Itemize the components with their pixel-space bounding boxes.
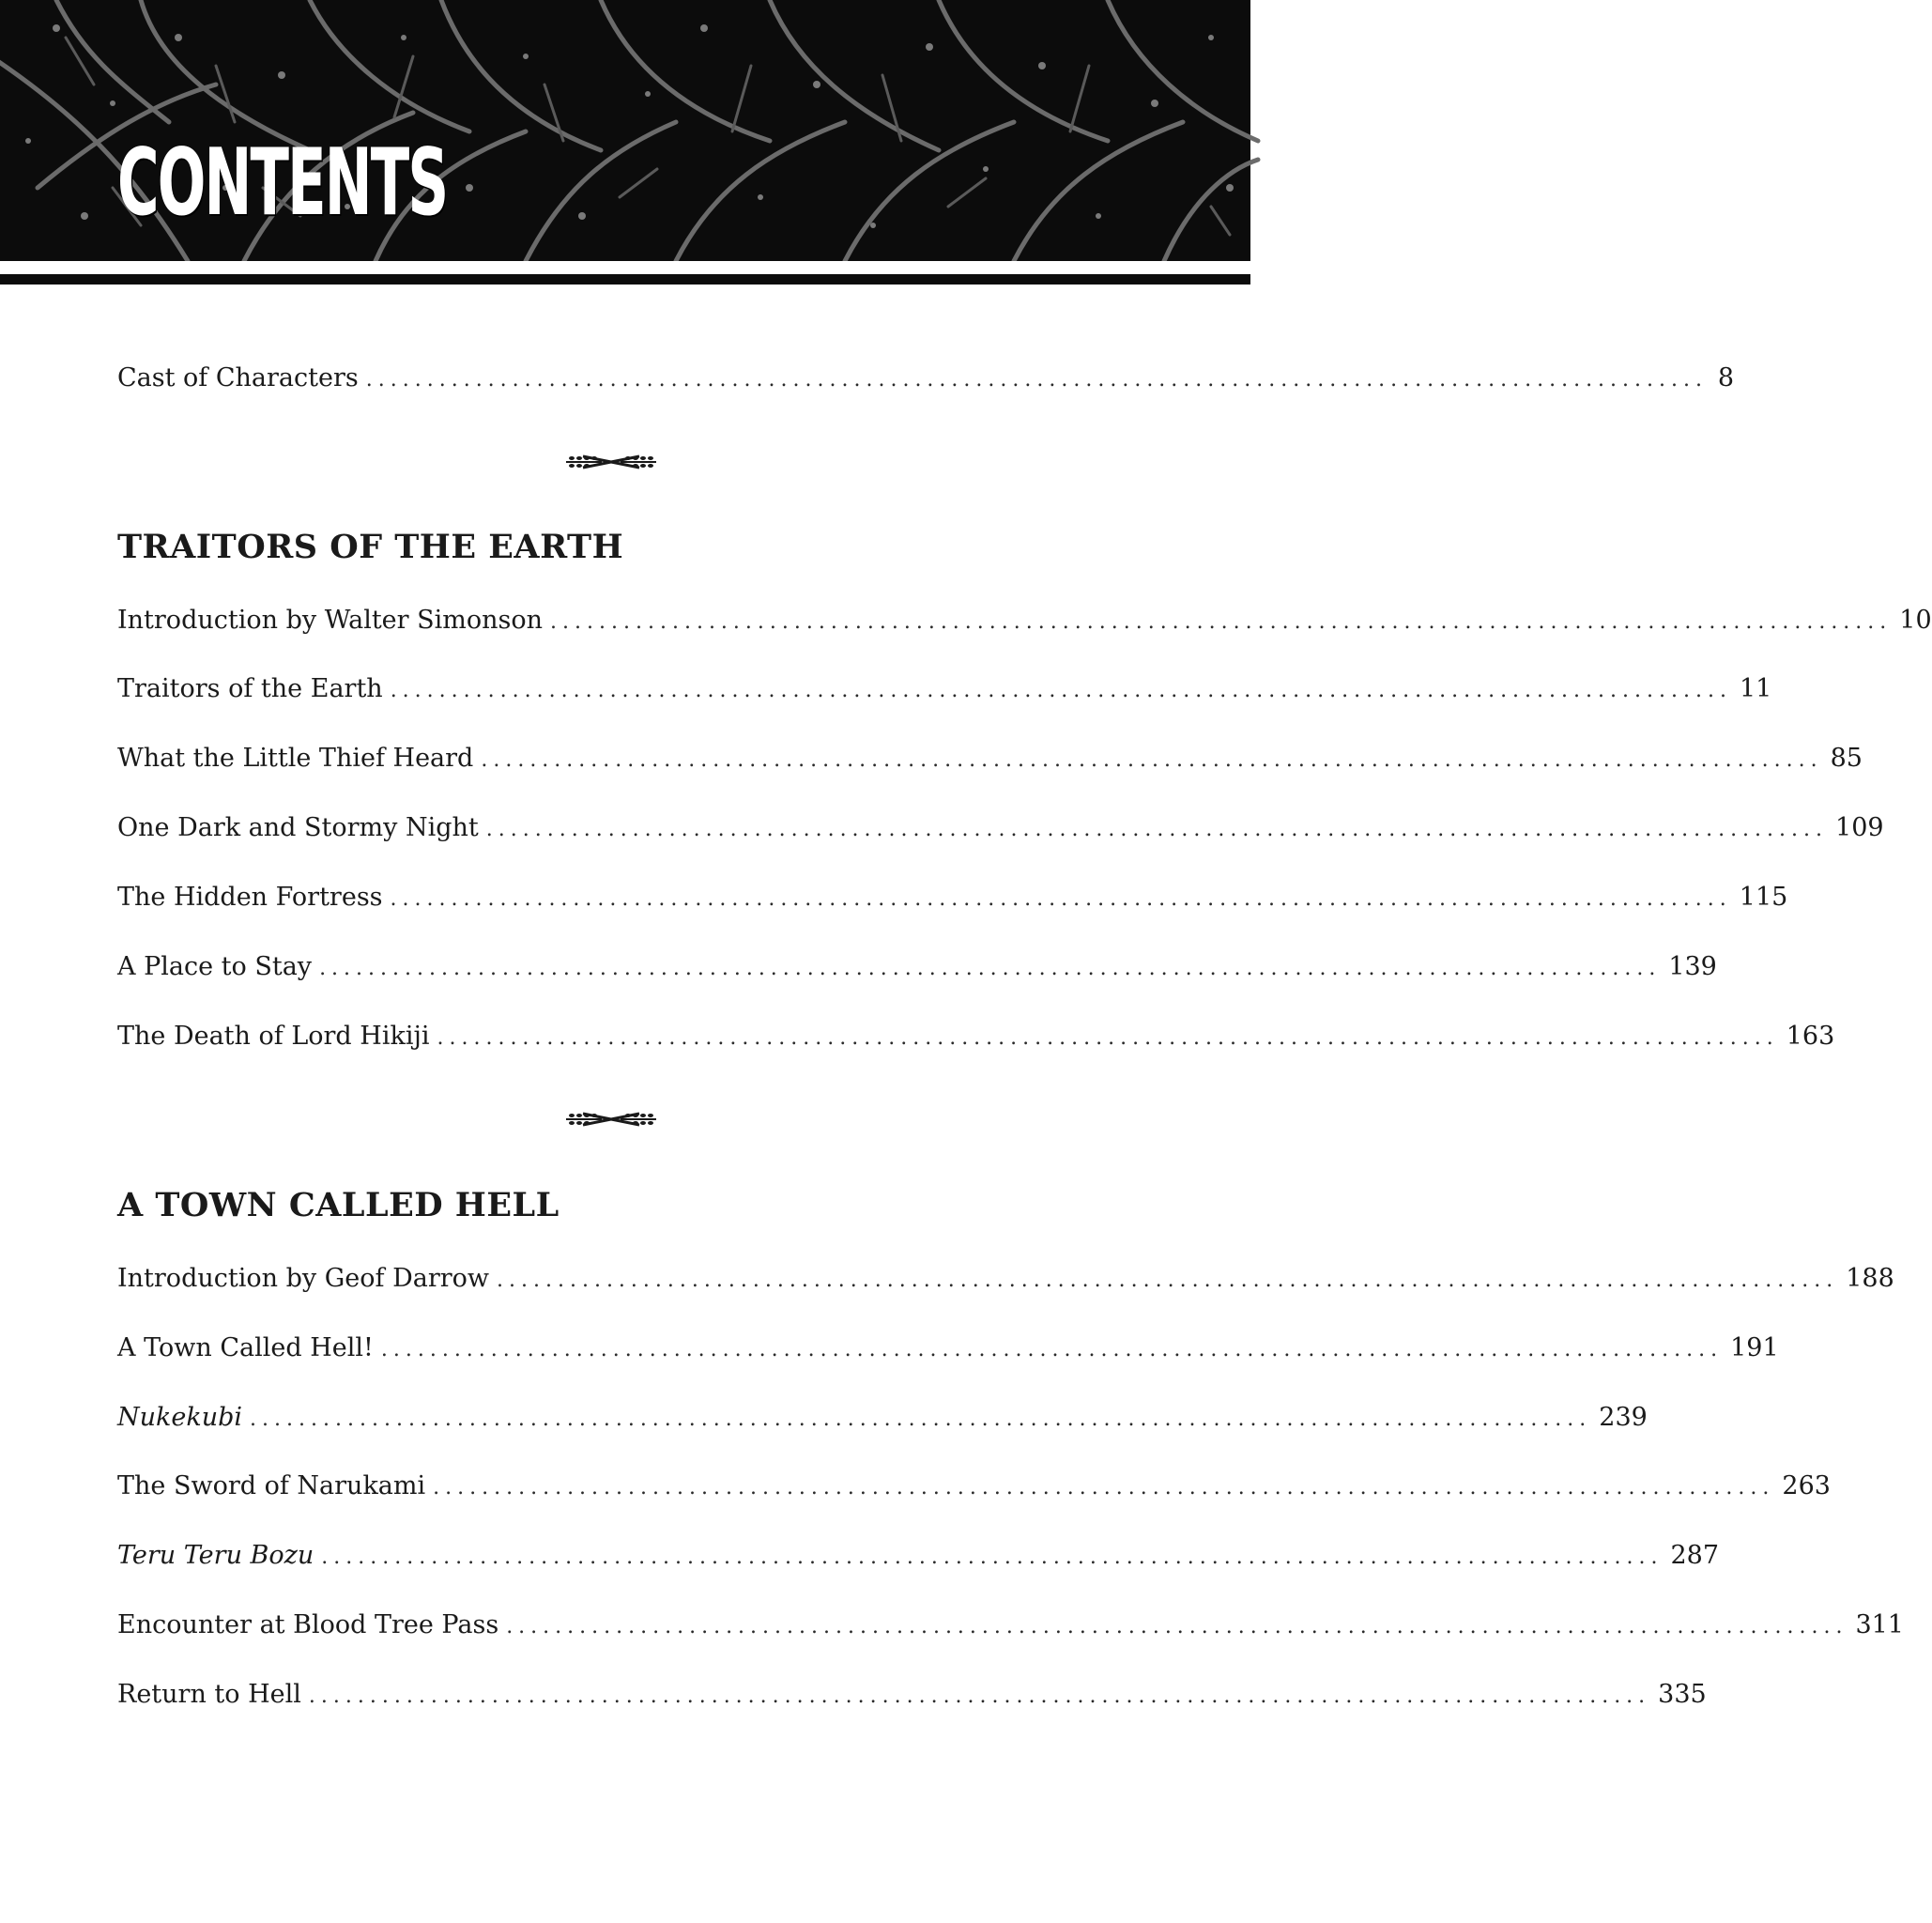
header-banner xyxy=(0,0,1250,261)
toc-entry-page: 335 xyxy=(1658,1680,1707,1709)
toc-leader-dots: .............................................................................................................. xyxy=(506,1615,1848,1638)
toc-entry xyxy=(117,1468,1831,1505)
toc-leader-dots: .............................................................................................................. xyxy=(365,368,1708,392)
header-divider-gap xyxy=(0,261,1250,265)
toc-entry-title: Teru Teru Bozu xyxy=(117,1541,314,1570)
toc-entry xyxy=(117,670,1772,708)
toc-entry-title: A Town Called Hell! xyxy=(117,1333,374,1362)
toc-entry xyxy=(117,1607,1904,1644)
toc-entry-page: 85 xyxy=(1830,744,1863,773)
toc-entry xyxy=(117,1260,1894,1298)
toc-entry-title: One Dark and Stormy Night xyxy=(117,813,479,842)
toc-leader-dots: .............................................................................................................. xyxy=(433,1476,1775,1500)
toc-leader-dots: .............................................................................................................. xyxy=(250,1408,1592,1431)
fleuron-ornament-icon xyxy=(564,1106,658,1132)
toc-entry-page: 115 xyxy=(1739,883,1788,912)
toc-leader-dots: .............................................................................................................. xyxy=(437,1026,1779,1050)
toc-entry-title: The Death of Lord Hikiji xyxy=(117,1022,430,1051)
toc-entry-title: Nukekubi xyxy=(117,1403,243,1432)
toc-entry xyxy=(117,1399,1648,1437)
toc-entry xyxy=(117,1330,1779,1367)
section-heading: A TOWN CALLED HELL xyxy=(117,1186,560,1224)
toc-entry-page: 8 xyxy=(1717,363,1734,392)
toc-leader-dots: .............................................................................................................. xyxy=(390,679,1732,702)
toc-entry-page: 163 xyxy=(1786,1022,1835,1051)
toc-entry-title: Encounter at Blood Tree Pass xyxy=(117,1610,499,1639)
toc-entry xyxy=(117,1537,1720,1575)
toc-entry xyxy=(117,948,1717,986)
fleuron-ornament-icon xyxy=(564,449,658,475)
toc-entry-page: 109 xyxy=(1835,813,1884,842)
toc-entry-title: The Hidden Fortress xyxy=(117,883,383,912)
page-title: CONTENTS xyxy=(117,130,448,237)
toc-entry xyxy=(117,360,1734,397)
toc-entry-page: 10 xyxy=(1899,606,1932,635)
toc-leader-dots: .............................................................................................................. xyxy=(481,748,1823,772)
toc-entry-title: Traitors of the Earth xyxy=(117,674,383,703)
toc-entry-page: 239 xyxy=(1599,1403,1648,1432)
toc-entry-page: 139 xyxy=(1668,952,1717,981)
toc-entry xyxy=(117,602,1932,639)
toc-entry-page: 311 xyxy=(1855,1610,1904,1639)
toc-leader-dots: .............................................................................................................. xyxy=(485,818,1829,841)
toc-entry-title: The Sword of Narukami xyxy=(117,1471,426,1500)
toc-leader-dots: .............................................................................................................. xyxy=(497,1269,1839,1292)
toc-entry-title: Introduction by Walter Simonson xyxy=(117,606,544,635)
toc-entry-title: Introduction by Geof Darrow xyxy=(117,1264,489,1293)
toc-entry-page: 263 xyxy=(1782,1471,1831,1500)
toc-entry-page: 287 xyxy=(1670,1541,1720,1570)
header-divider-rule xyxy=(0,274,1250,285)
toc-entry-title: A Place to Stay xyxy=(117,952,313,981)
toc-leader-dots: .............................................................................................................. xyxy=(380,1338,1724,1361)
toc-entry xyxy=(117,740,1863,777)
toc-leader-dots: .............................................................................................................. xyxy=(390,887,1732,911)
toc-entry-page: 188 xyxy=(1846,1264,1894,1293)
toc-leader-dots: .............................................................................................................. xyxy=(319,957,1662,980)
toc-entry-page: 11 xyxy=(1739,674,1772,703)
toc-leader-dots: .............................................................................................................. xyxy=(321,1546,1664,1569)
section-heading: TRAITORS OF THE EARTH xyxy=(117,528,624,566)
toc-entry-title: Cast of Characters xyxy=(117,363,359,392)
toc-entry xyxy=(117,809,1884,847)
toc-entry-title: What the Little Thief Heard xyxy=(117,744,474,773)
toc-entry xyxy=(117,1018,1835,1055)
toc-entry-title: Return to Hell xyxy=(117,1680,301,1709)
toc-leader-dots: .............................................................................................................. xyxy=(550,610,1893,634)
toc-entry xyxy=(117,879,1788,916)
toc-entry-page: 191 xyxy=(1730,1333,1779,1362)
toc-leader-dots: .............................................................................................................. xyxy=(308,1685,1651,1708)
toc-entry xyxy=(117,1676,1707,1714)
